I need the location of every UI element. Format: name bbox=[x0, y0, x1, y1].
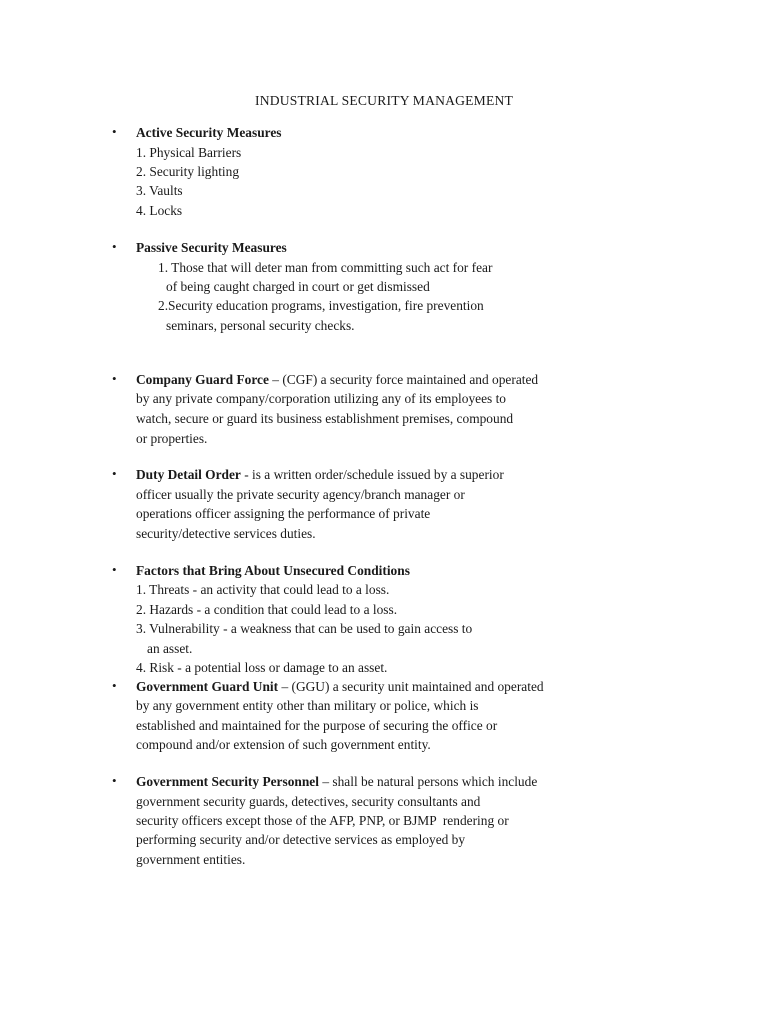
bullet-marker: • bbox=[112, 371, 117, 386]
factors-heading: Factors that Bring About Unsecured Conditions bbox=[136, 563, 410, 578]
ggu-definition-first-line bbox=[136, 677, 544, 697]
gsp-definition-start: – shall be natural persons which include bbox=[318, 774, 538, 789]
ddo-term: Duty Detail Order bbox=[136, 467, 241, 482]
gsp-term: Government Security Personnel bbox=[136, 774, 319, 789]
factor-item: 3. Vulnerability - a weakness that can be used to gain access to bbox=[136, 621, 473, 636]
gsp-definition-first-line bbox=[136, 772, 537, 792]
bullet-marker: • bbox=[112, 773, 117, 788]
ddo-definition-line: officer usually the private security agency/branch manager or bbox=[136, 487, 465, 502]
document-title: INDUSTRIAL SECURITY MANAGEMENT bbox=[255, 93, 513, 108]
cgf-definition-first-line bbox=[136, 370, 538, 390]
cgf-definition-start: – (CGF) a security force maintained and operated bbox=[268, 372, 539, 387]
passive-measure-line: 1. Those that will deter man from committing such act for fear bbox=[158, 260, 493, 275]
bullet-marker: • bbox=[112, 124, 117, 139]
cgf-definition-line: watch, secure or guard its business establishment premises, compound bbox=[136, 411, 514, 426]
passive-measure-line: 2.Security education programs, investigation, fire prevention bbox=[158, 298, 484, 313]
gsp-definition-line: security officers except those of the AFP, PNP, or BJMP rendering or bbox=[136, 813, 509, 828]
ddo-definition-first-line bbox=[136, 465, 504, 485]
ddo-definition-line: operations officer assigning the performance of private bbox=[136, 506, 431, 521]
ggu-definition-line: established and maintained for the purpose of securing the office or bbox=[136, 718, 498, 733]
cgf-term: Company Guard Force bbox=[136, 372, 269, 387]
passive-measures-heading: Passive Security Measures bbox=[136, 240, 287, 255]
gsp-definition-line: government security guards, detectives, security consultants and bbox=[136, 794, 481, 809]
cgf-definition-line: by any private company/corporation utilizing any of its employees to bbox=[136, 391, 507, 406]
gsp-definition-line: performing security and/or detective services as employed by bbox=[136, 832, 466, 847]
factor-item: 2. Hazards - a condition that could lead to a loss. bbox=[136, 602, 398, 617]
bullet-marker: • bbox=[112, 239, 117, 254]
active-measure-item: 3. Vaults bbox=[136, 183, 183, 198]
ddo-definition-start: - is a written order/schedule issued by a superior bbox=[240, 467, 504, 482]
factor-item: 4. Risk - a potential loss or damage to an asset. bbox=[136, 660, 388, 675]
ddo-definition-line: security/detective services duties. bbox=[136, 526, 316, 541]
factor-item: 1. Threats - an activity that could lead to a loss. bbox=[136, 582, 390, 597]
ggu-definition-start: – (GGU) a security unit maintained and operated bbox=[278, 679, 544, 694]
active-measure-item: 1. Physical Barriers bbox=[136, 145, 242, 160]
active-measure-item: 2. Security lighting bbox=[136, 164, 240, 179]
factor-item-continuation: an asset. bbox=[147, 641, 193, 656]
ggu-term: Government Guard Unit bbox=[136, 679, 279, 694]
bullet-marker: • bbox=[112, 678, 117, 693]
passive-measure-line: of being caught charged in court or get dismissed bbox=[166, 279, 430, 294]
gsp-definition-line: government entities. bbox=[136, 852, 246, 867]
bullet-marker: • bbox=[112, 562, 117, 577]
bullet-marker: • bbox=[112, 466, 117, 481]
ggu-definition-line: compound and/or extension of such government entity. bbox=[136, 737, 431, 752]
active-measures-heading: Active Security Measures bbox=[136, 125, 282, 140]
ggu-definition-line: by any government entity other than military or police, which is bbox=[136, 698, 479, 713]
active-measure-item: 4. Locks bbox=[136, 203, 183, 218]
passive-measure-line: seminars, personal security checks. bbox=[166, 318, 355, 333]
cgf-definition-line: or properties. bbox=[136, 431, 208, 446]
